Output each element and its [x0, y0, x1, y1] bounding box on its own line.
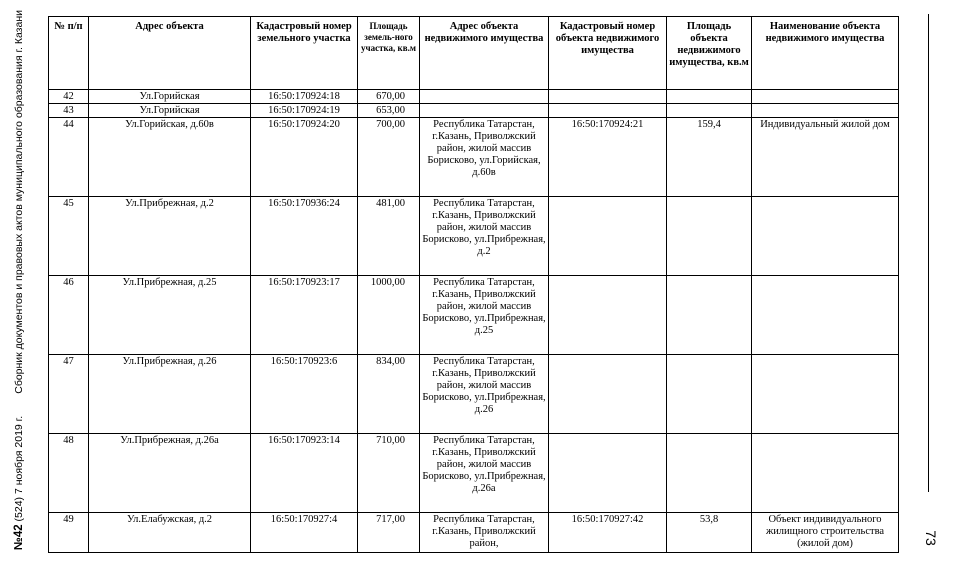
cell-address: Ул.Горийская, д.60в	[89, 118, 251, 197]
cell-address: Ул.Прибрежная, д.2	[89, 197, 251, 276]
cell-address: Ул.Прибрежная, д.26а	[89, 434, 251, 513]
cell-cadastral: 16:50:170927:4	[251, 513, 358, 553]
header-object-cadastral: Кадастровый номер объекта недвижимого имущества	[549, 17, 667, 90]
cell-cadastral: 16:50:170924:20	[251, 118, 358, 197]
cell-land-area: 1000,00	[358, 276, 420, 355]
cell-num: 47	[49, 355, 89, 434]
cell-object-area: 159,4	[667, 118, 752, 197]
cell-object-cadastral	[549, 355, 667, 434]
cell-address: Ул.Горийская	[89, 90, 251, 104]
cell-object-name: Объект индивидуального жилищного строительства (жилой дом)	[752, 513, 899, 553]
cell-object-area	[667, 434, 752, 513]
side-caption	[13, 10, 43, 550]
cell-object-name	[752, 197, 899, 276]
cell-object-area	[667, 355, 752, 434]
cell-cadastral: 16:50:170924:19	[251, 104, 358, 118]
cell-land-area: 710,00	[358, 434, 420, 513]
cell-address: Ул.Горийская	[89, 104, 251, 118]
header-num: № п/п	[49, 17, 89, 90]
property-table	[48, 16, 899, 553]
cell-address: Ул.Прибрежная, д.26	[89, 355, 251, 434]
cell-land-area: 670,00	[358, 90, 420, 104]
cell-num: 49	[49, 513, 89, 553]
cell-land-area: 653,00	[358, 104, 420, 118]
cell-object-address: Республика Татарстан, г.Казань, Приволжский район, жилой массив Борисково, ул.Прибрежная, д.25	[420, 276, 549, 355]
cell-object-cadastral	[549, 276, 667, 355]
cell-num: 44	[49, 118, 89, 197]
cell-num: 42	[49, 90, 89, 104]
header-object-area: Площадь объекта недвижимого имущества, кв.м	[667, 17, 752, 90]
cell-object-area	[667, 104, 752, 118]
table-row	[49, 118, 899, 197]
cell-cadastral: 16:50:170936:24	[251, 197, 358, 276]
cell-object-cadastral: 16:50:170927:42	[549, 513, 667, 553]
cell-address: Ул.Прибрежная, д.25	[89, 276, 251, 355]
header-object-name: Наименование объекта недвижимого имущества	[752, 17, 899, 90]
cell-land-area: 481,00	[358, 197, 420, 276]
cell-object-address: Республика Татарстан, г.Казань, Приволжский район, жилой массив Борисково, ул.Горийская, д.60в	[420, 118, 549, 197]
cell-object-name	[752, 276, 899, 355]
table-row	[49, 355, 899, 434]
table-row	[49, 513, 899, 553]
cell-num: 43	[49, 104, 89, 118]
cell-object-area: 53,8	[667, 513, 752, 553]
cell-object-name	[752, 90, 899, 104]
cell-object-name	[752, 104, 899, 118]
cell-num: 45	[49, 197, 89, 276]
cell-cadastral: 16:50:170923:6	[251, 355, 358, 434]
cell-object-cadastral	[549, 197, 667, 276]
cell-object-address: Республика Татарстан, г.Казань, Приволжский район,	[420, 513, 549, 553]
table-row	[49, 104, 899, 118]
cell-land-area: 717,00	[358, 513, 420, 553]
collection-title: Сборник документов и правовых актов муниципального образования г. Казани	[13, 10, 25, 394]
cell-object-area	[667, 90, 752, 104]
table-header-row	[49, 17, 899, 90]
cell-num: 48	[49, 434, 89, 513]
right-margin-rule	[928, 14, 929, 492]
issue-date: (524) 7 ноября 2019 г.	[13, 415, 25, 522]
header-object-address: Адрес объекта недвижимого имущества	[420, 17, 549, 90]
cell-object-cadastral	[549, 90, 667, 104]
header-address: Адрес объекта	[89, 17, 251, 90]
cell-address: Ул.Елабужская, д.2	[89, 513, 251, 553]
cell-object-name	[752, 434, 899, 513]
cell-object-address: Республика Татарстан, г.Казань, Приволжский район, жилой массив Борисково, ул.Прибрежная, д.26	[420, 355, 549, 434]
cell-cadastral: 16:50:170923:17	[251, 276, 358, 355]
page-number: 73	[923, 530, 939, 546]
cell-object-area	[667, 276, 752, 355]
cell-object-address: Республика Татарстан, г.Казань, Приволжский район, жилой массив Борисково, ул.Прибрежная, д.2	[420, 197, 549, 276]
cell-object-area	[667, 197, 752, 276]
cell-object-name	[752, 355, 899, 434]
cell-land-area: 700,00	[358, 118, 420, 197]
header-land-area: Площадь земель-ного участка, кв.м	[358, 17, 420, 90]
issue-number: №42	[13, 524, 25, 550]
issue-info	[13, 416, 25, 550]
table-row	[49, 90, 899, 104]
table-row	[49, 276, 899, 355]
cell-land-area: 834,00	[358, 355, 420, 434]
cell-object-cadastral	[549, 434, 667, 513]
header-cadastral: Кадастровый номер земельного участка	[251, 17, 358, 90]
cell-object-name: Индивидуальный жилой дом	[752, 118, 899, 197]
cell-object-address	[420, 104, 549, 118]
cell-num: 46	[49, 276, 89, 355]
table-row	[49, 434, 899, 513]
cell-cadastral: 16:50:170924:18	[251, 90, 358, 104]
table-row	[49, 197, 899, 276]
cell-object-cadastral: 16:50:170924:21	[549, 118, 667, 197]
cell-object-address	[420, 90, 549, 104]
cell-object-address: Республика Татарстан, г.Казань, Приволжский район, жилой массив Борисково, ул.Прибрежная, д.26а	[420, 434, 549, 513]
cell-cadastral: 16:50:170923:14	[251, 434, 358, 513]
cell-object-cadastral	[549, 104, 667, 118]
